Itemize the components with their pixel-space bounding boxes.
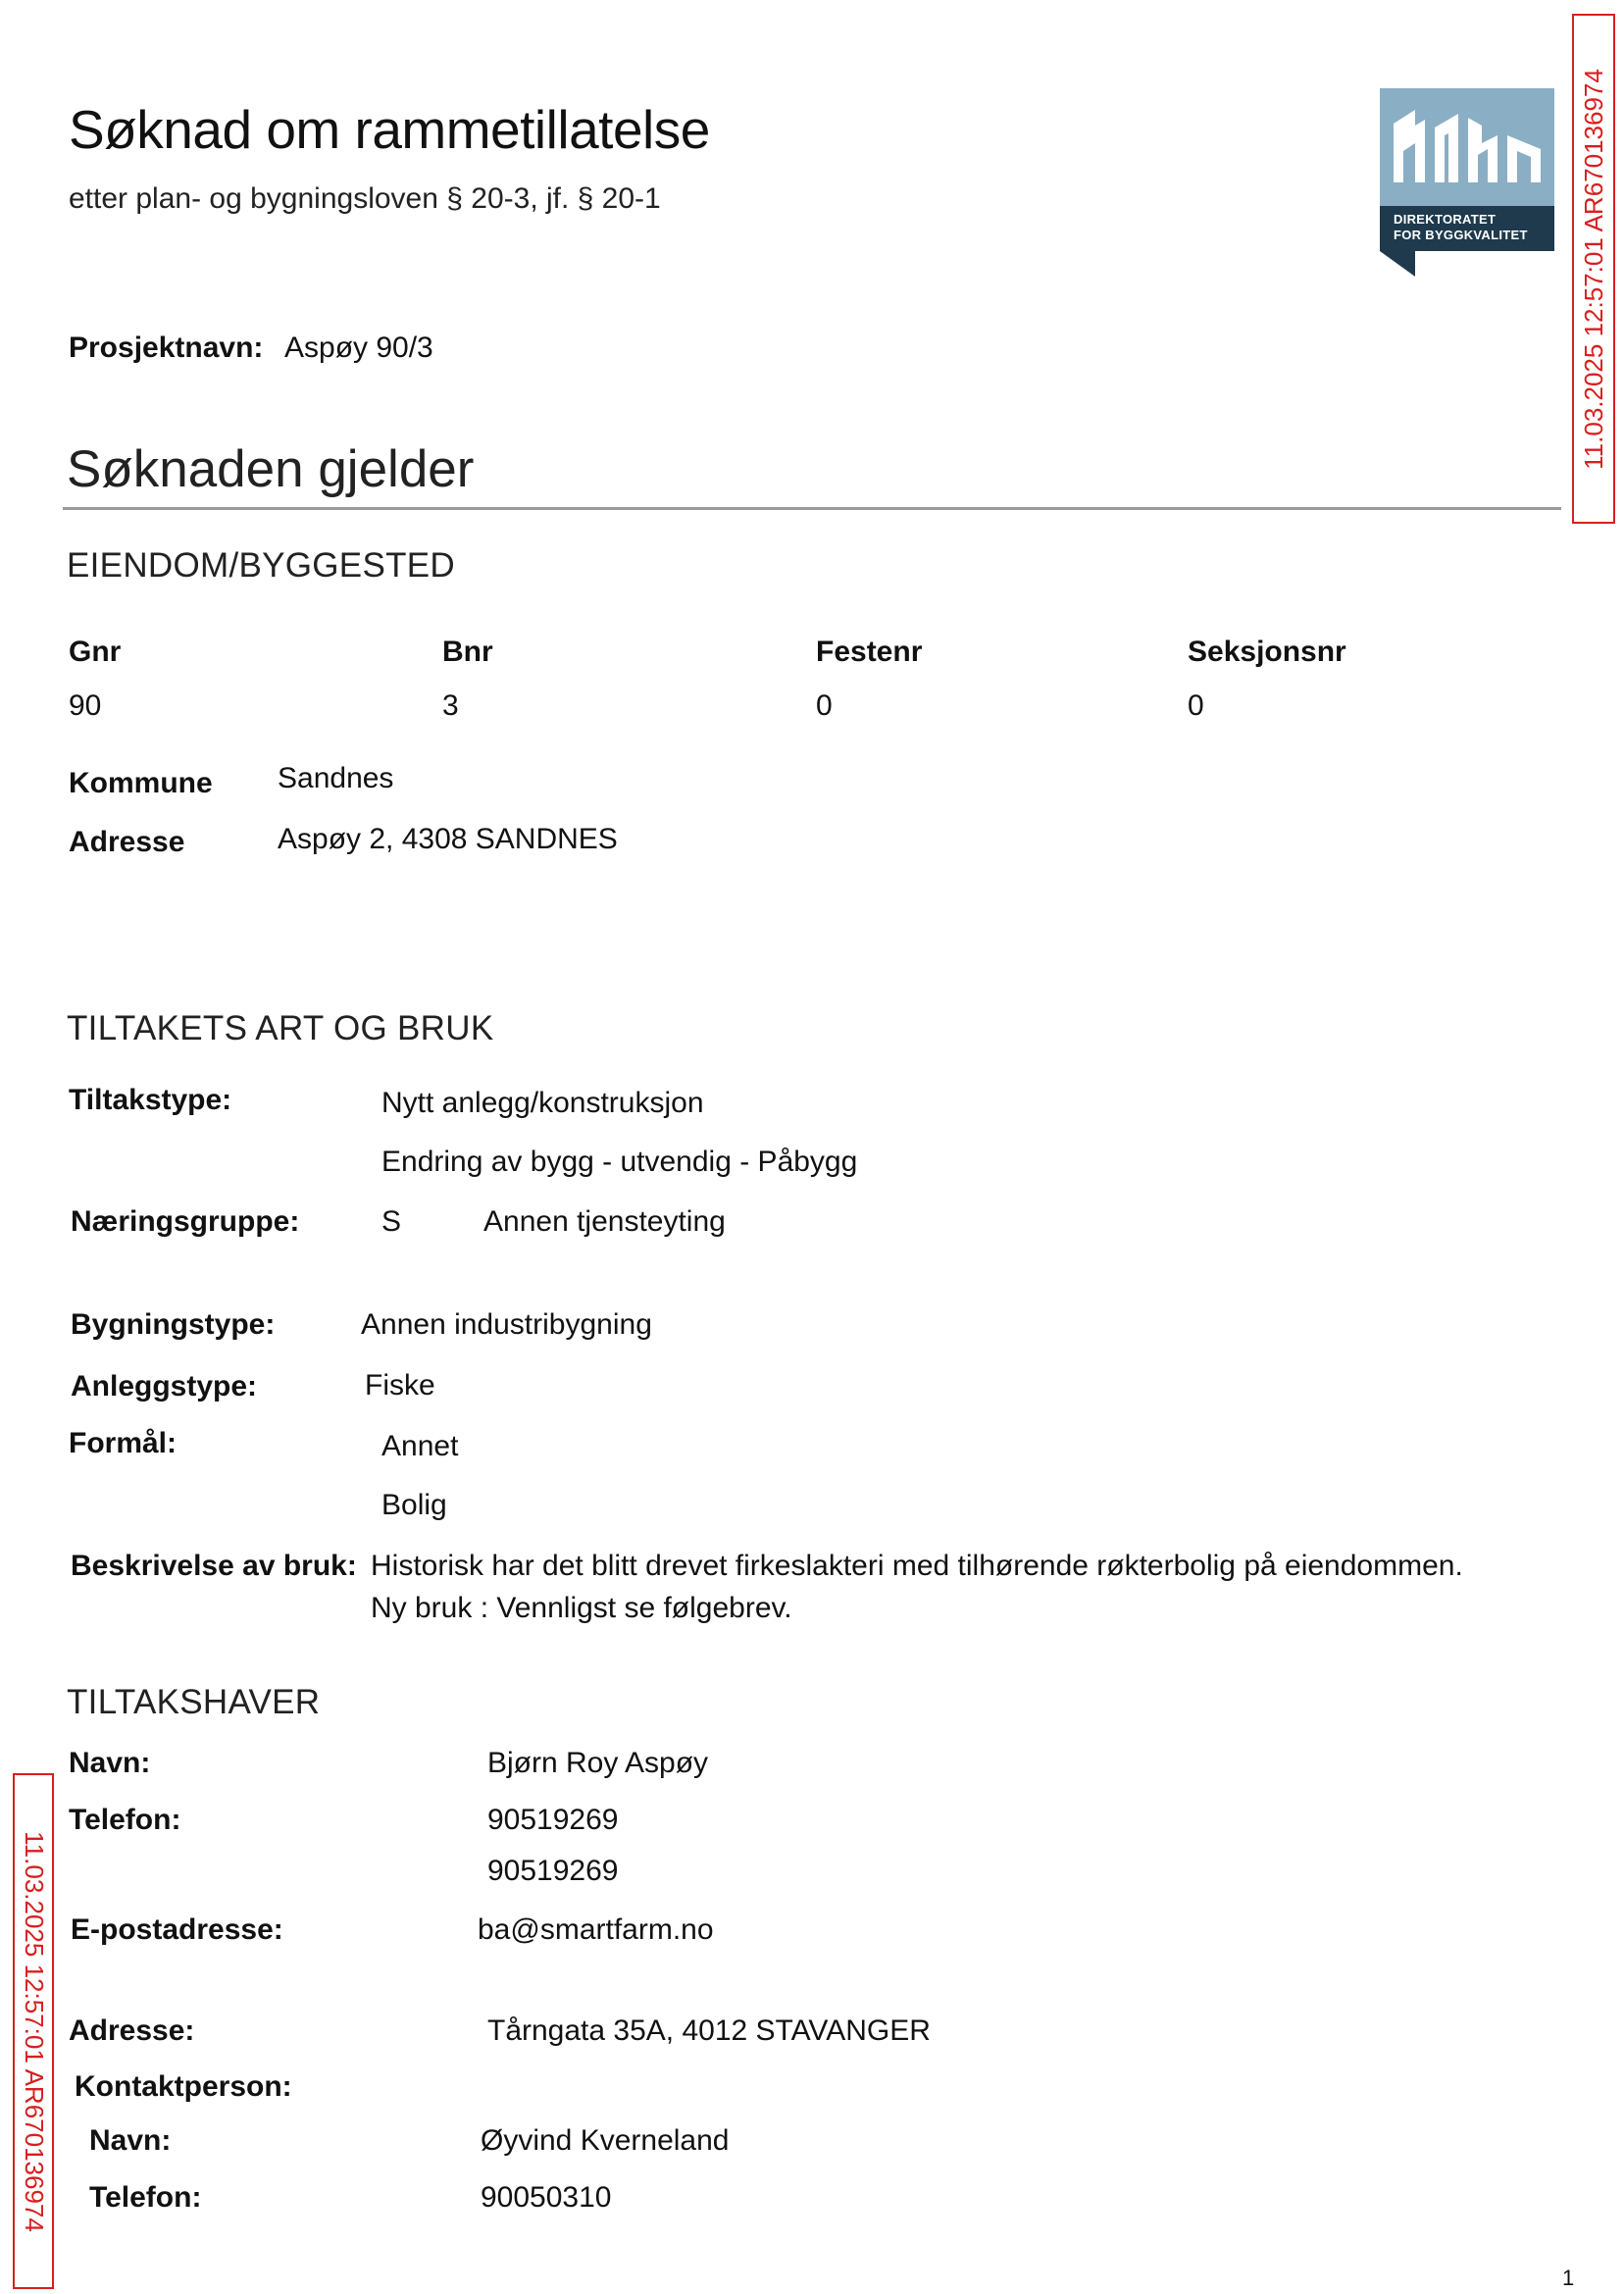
bygningstype-label: Bygningstype:	[71, 1308, 276, 1341]
page-number: 1	[1562, 2266, 1575, 2290]
timestamp-stamp-top	[1572, 14, 1615, 524]
anleggstype-value: Fiske	[365, 1369, 435, 1402]
tiltakstype-value-1: Nytt anlegg/konstruksjon	[381, 1087, 704, 1119]
kontakt-telefon-label: Telefon:	[89, 2181, 202, 2214]
kontakt-telefon-value: 90050310	[481, 2181, 612, 2214]
tiltakshaver-adresse-label: Adresse:	[69, 2014, 195, 2047]
formal-value-2: Bolig	[381, 1489, 447, 1521]
eiendom-heading: EIENDOM/BYGGESTED	[67, 546, 455, 585]
kommune-value: Sandnes	[278, 762, 394, 794]
document-subtitle: etter plan- og bygningsloven § 20-3, jf. § 20-1	[69, 182, 661, 215]
gnr-label: Gnr	[69, 636, 122, 668]
formal-label: Formål:	[69, 1427, 178, 1459]
anleggstype-label: Anleggstype:	[71, 1370, 258, 1402]
festenr-value: 0	[816, 689, 833, 722]
document-title: Søknad om rammetillatelse	[69, 99, 710, 160]
kontakt-navn-value: Øyvind Kverneland	[481, 2124, 730, 2157]
tiltakshaver-adresse-value: Tårngata 35A, 4012 STAVANGER	[487, 2014, 931, 2047]
bnr-value: 3	[442, 689, 459, 722]
section-title: Søknaden gjelder	[67, 440, 475, 498]
kontakt-navn-label: Navn:	[89, 2124, 172, 2157]
project-value: Aspøy 90/3	[284, 331, 433, 364]
tiltakstype-value-2: Endring av bygg - utvendig - Påbygg	[381, 1146, 858, 1178]
kommune-label: Kommune	[69, 767, 213, 799]
tiltakstype-label: Tiltakstype:	[69, 1084, 232, 1116]
seksjonsnr-label: Seksjonsnr	[1188, 636, 1346, 668]
bygningstype-value: Annen industribygning	[361, 1308, 652, 1341]
project-label: Prosjektnavn:	[69, 331, 264, 364]
adresse-value: Aspøy 2, 4308 SANDNES	[278, 823, 618, 855]
kontaktperson-label: Kontaktperson:	[75, 2070, 292, 2103]
timestamp-stamp-text: 11.03.2025 12:57:01 AR670136974	[19, 1830, 49, 2232]
telefon-label: Telefon:	[69, 1804, 181, 1836]
tiltak-heading: TILTAKETS ART OG BRUK	[67, 1009, 494, 1047]
naeringsgruppe-value: Annen tjensteyting	[483, 1205, 726, 1238]
naeringsgruppe-label: Næringsgruppe:	[71, 1205, 300, 1238]
timestamp-stamp-text: 11.03.2025 12:57:01 AR670136974	[1578, 68, 1608, 470]
beskrivelse-line-2: Ny bruk : Vennligst se følgebrev.	[371, 1592, 792, 1624]
formal-value-1: Annet	[381, 1430, 459, 1462]
navn-value: Bjørn Roy Aspøy	[487, 1747, 709, 1779]
tiltakshaver-heading: TILTAKSHAVER	[67, 1683, 321, 1721]
adresse-label: Adresse	[69, 826, 185, 858]
seksjonsnr-value: 0	[1188, 689, 1204, 722]
navn-label: Navn:	[69, 1747, 151, 1779]
bnr-label: Bnr	[442, 636, 493, 668]
dibk-logo-graphic	[1380, 88, 1554, 277]
festenr-label: Festenr	[816, 636, 923, 668]
beskrivelse-label: Beskrivelse av bruk:	[71, 1550, 357, 1582]
timestamp-stamp-bottom	[13, 1773, 54, 2289]
epost-value: ba@smartfarm.no	[478, 1913, 714, 1946]
dibk-logo	[1380, 88, 1554, 277]
beskrivelse-line-1: Historisk har det blitt drevet firkeslakteri med tilhørende røkterbolig på eiendommen.	[371, 1550, 1463, 1582]
epost-label: E-postadresse:	[71, 1913, 283, 1946]
logo-text-line2: FOR BYGGKVALITET	[1394, 228, 1528, 242]
section-divider	[63, 507, 1561, 510]
logo-text-line1: DIREKTORATET	[1394, 212, 1497, 227]
gnr-value: 90	[69, 689, 102, 722]
telefon-value-1: 90519269	[487, 1804, 619, 1836]
telefon-value-2: 90519269	[487, 1855, 619, 1887]
naeringsgruppe-code: S	[381, 1205, 402, 1238]
